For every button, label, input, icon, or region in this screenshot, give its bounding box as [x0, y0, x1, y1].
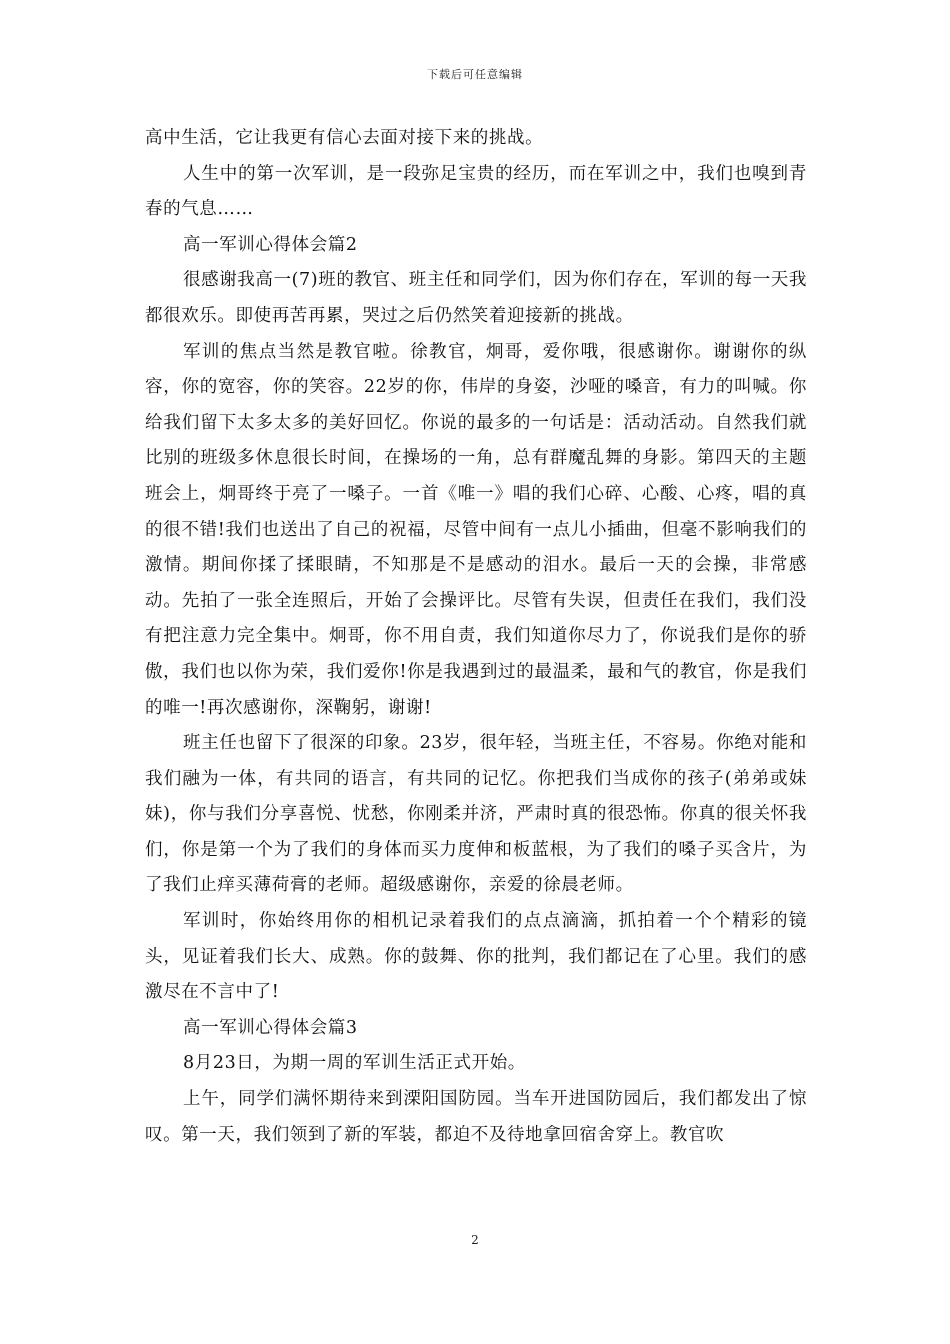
paragraph: 8月23日，为期一周的军训生活正式开始。 — [183, 1053, 526, 1074]
paragraph: 班主任也留下了很深的印象。23岁，很年轻，当班主任，不容易。你绝对能和我们融为一体，有共同的语言，有共同的记忆。你把我们当成你的孩子(弟弟或妹妹)，你与我们分享喜悦、忧愁，你刚柔并济，严肃时真的很恐怖。你真的很关怀我们，你是第一个为了我们的身体而买力度伸和板蓝根，为了我们的嗓子买含片，为了我们止痒买薄荷膏的老师。超级感谢你，亲爱的徐晨老师。 — [145, 733, 807, 896]
section-heading: 高一军训心得体会篇3 — [183, 1017, 358, 1038]
section-heading: 高一军训心得体会篇2 — [183, 234, 358, 255]
paragraph: 人生中的第一次军训，是一段弥足宝贵的经历，而在军训之中，我们也嗅到青春的气息…… — [145, 163, 807, 220]
paragraph-continuation: 高中生活，它让我更有信心去面对接下来的挑战。 — [145, 128, 544, 148]
paragraph: 上午，同学们满怀期待来到溧阳国防园。当车开进国防园后，我们都发出了惊叹。第一天，我们领到了新的军装，都迫不及待地拿回宿舍穿上。教官吹 — [145, 1089, 807, 1145]
paragraph: 军训时，你始终用你的相机记录着我们的点点滴滴，抓拍着一个个精彩的镜头，见证着我们长大、成熟。你的鼓舞、你的批判，我们都记在了心里。我们的感激尽在不言中了! — [145, 911, 807, 1003]
paragraph: 军训的焦点当然是教官啦。徐教官，炯哥，爱你哦，很感谢你。谢谢你的纵容，你的宽容，你的笑容。22岁的你，伟岸的身姿，沙哑的嗓音，有力的叫喊。你给我们留下太多太多的美好回忆。你说的最多的一句话是：活动活动。自然我们就比别的班级多休息很长时间，在操场的一角，总有群魔乱舞的身影。第四天的主题班会上，炯哥终于亮了一嗓子。一首《唯一》唱的我们心碎、心酸、心疼，唱的真的很不错!我们也送出了自己的祝福，尽管中间有一点儿小插曲，但毫不影响我们的激情。期间你揉了揉眼睛，不知那是不是感动的泪水。最后一天的会操，非常感动。先拍了一张全连照后，开始了会操评比。尽管有失误，但责任在我们，我们没有把注意力完全集中。炯哥，你不用自责，我们知道你尽力了，你说我们是你的骄傲，我们也以你为荣，我们爱你!你是我遇到过的最温柔，最和气的教官，你是我们的唯一!再次感谢你，深鞠躬，谢谢! — [145, 341, 807, 718]
page-number: 2 — [471, 1233, 479, 1247]
paragraph: 很感谢我高一(7)班的教官、班主任和同学们，因为你们存在，军训的每一天我都很欢乐。即使再苦再累，哭过之后仍然笑着迎接新的挑战。 — [145, 270, 807, 326]
page-header: 下载后可任意编辑 — [427, 68, 523, 81]
document-body — [145, 121, 807, 1153]
